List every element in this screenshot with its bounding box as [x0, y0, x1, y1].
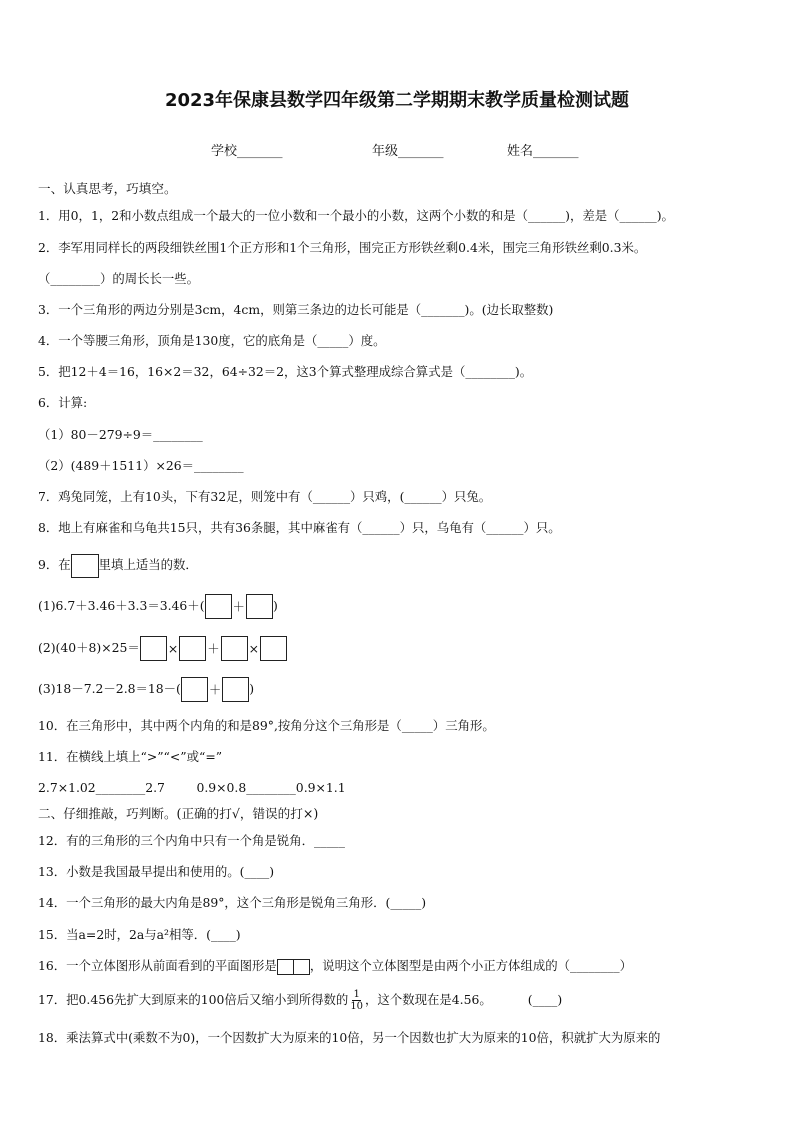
answer-box	[205, 594, 232, 619]
fraction-denominator: 10	[350, 1001, 364, 1012]
answer-box	[222, 677, 249, 702]
question-17-prefix: 17．把0.456先扩大到原来的100倍后又缩小到所得数的	[38, 992, 349, 1007]
question-9-suffix: 里填上适当的数．	[98, 557, 198, 572]
question-7: 7．鸡兔同笼，上有10头，下有32足，则笼中有（______）只鸡，(______）只兔。	[38, 489, 492, 504]
answer-box	[181, 677, 208, 702]
question-14: 14．一个三角形的最大内角是89°，这个三角形是锐角三角形．(_____)	[38, 895, 427, 910]
answer-box	[246, 594, 273, 619]
question-18: 18．乘法算式中(乘数不为0)，一个因数扩大为原来的10倍，另一个因数也扩大为原来的10倍，积就扩大为原来的	[38, 1030, 661, 1045]
operator: ×	[248, 640, 259, 656]
question-17-suffix: ，这个数现在是4.56。	[365, 992, 492, 1007]
question-16	[38, 956, 632, 976]
operator: ＋	[207, 640, 220, 656]
question-5: 5．把12＋4＝16，16×2＝32，64÷32＝2，这3个算式整理成综合算式是（________)。	[38, 364, 533, 379]
question-9-prefix: 9．在	[38, 557, 71, 572]
answer-box	[140, 636, 167, 661]
question-9-part-1	[38, 592, 278, 621]
question-6: 6．计算:	[38, 395, 88, 410]
question-6-2: （2）(489＋1511）×26＝________	[38, 458, 244, 473]
part-1-expression: (1)6.7＋3.46＋3.3＝3.46＋(	[38, 598, 205, 613]
fraction-one-tenth	[350, 989, 363, 1012]
question-9-part-2	[38, 634, 287, 663]
part-3-expression: (3)18－7.2－2.8＝18－(	[38, 681, 181, 696]
question-11: 11．在横线上填上“>”“<”或“=”	[38, 749, 223, 764]
question-6-1: （1）80－279÷9＝________	[38, 427, 203, 442]
question-16-suffix: ，说明这个立体图型是由两个小正方体组成的（________）	[309, 958, 632, 973]
operator: ＋	[232, 598, 245, 614]
question-9-part-3	[38, 675, 254, 704]
question-1: 1．用0，1，2和小数点组成一个最大的一位小数和一个最小的小数，这两个小数的和是（______)，差是（______)。	[38, 208, 674, 223]
operator: ×	[167, 640, 179, 656]
question-17-answer: (____)	[527, 992, 563, 1007]
section-2-heading: 二、仔细推敲，巧判断。(正确的打√，错误的打×)	[38, 806, 319, 821]
question-13: 13．小数是我国最早提出和使用的。(____)	[38, 864, 275, 879]
question-16-prefix: 16．一个立体图形从前面看到的平面图形是	[38, 958, 277, 973]
fraction-numerator: 1	[353, 989, 360, 1000]
operator: ＋	[208, 681, 222, 697]
question-9	[38, 552, 198, 578]
question-4: 4．一个等腰三角形，顶角是130度，它的底角是（_____）度。	[38, 333, 386, 348]
answer-box	[179, 636, 206, 661]
part-2-expression: (2)(40＋8)×25＝	[38, 640, 140, 655]
question-10: 10．在三角形中，其中两个内角的和是89°,按角分这个三角形是（_____）三角形。	[38, 718, 495, 733]
question-11-items: 2.7×1.02________2.7 0.9×0.8________0.9×1.1	[38, 780, 346, 795]
name-field: 姓名_______	[507, 144, 579, 159]
cube-face-shape	[277, 959, 294, 975]
section-1-heading: 一、认真思考，巧填空。	[38, 181, 177, 196]
answer-box	[71, 554, 99, 578]
cube-face-shape	[293, 959, 310, 975]
closing-paren: )	[249, 681, 255, 696]
grade-field: 年级_______	[372, 144, 444, 159]
question-8: 8．地上有麻雀和乌龟共15只，共有36条腿，其中麻雀有（______）只，乌龟有（______）只。	[38, 520, 561, 535]
question-12: 12．有的三角形的三个内角中只有一个角是锐角．_____	[38, 833, 345, 848]
question-17	[38, 987, 562, 1013]
answer-box	[221, 636, 248, 661]
question-2-cont: （________）的周长长一些。	[38, 271, 200, 286]
school-field: 学校_______	[211, 144, 283, 159]
question-2: 2．李军用同样长的两段细铁丝围1个正方形和1个三角形，围完正方形铁丝剩0.4米，围完三角形铁丝剩0.3米。	[38, 240, 647, 255]
question-3: 3．一个三角形的两边分别是3cm，4cm，则第三条边的边长可能是（_______)。(边长取整数)	[38, 302, 554, 317]
page-title: 2023年保康县数学四年级第二学期期末教学质量检测试题	[164, 90, 630, 111]
closing-paren: )	[272, 598, 278, 613]
answer-box	[260, 636, 287, 661]
question-15: 15．当a=2时，2a与a²相等．(____)	[38, 927, 241, 942]
